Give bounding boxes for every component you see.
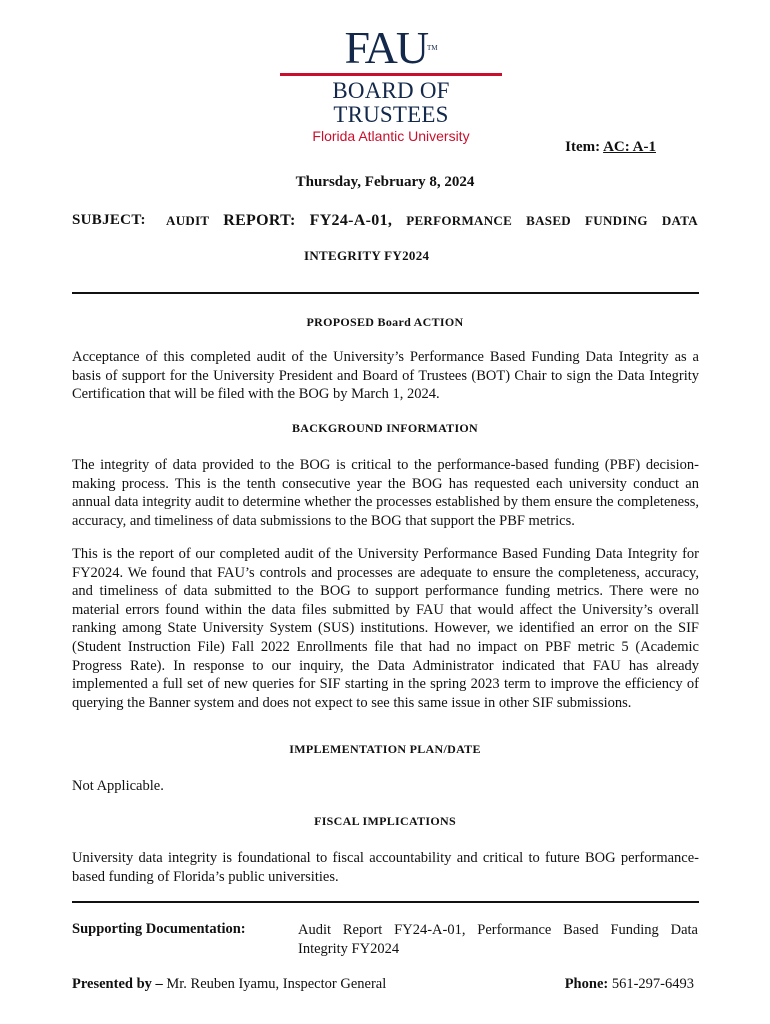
trademark-mark: TM	[427, 44, 438, 52]
item-reference	[565, 139, 656, 156]
university-name: Florida Atlantic University	[312, 128, 470, 144]
proposed-action-text: Acceptance of this completed audit of the University’s Performance Based Funding Data Integrity as a basis of support for the University President and Board of Trustees (BOT) Chair to sign the Data Integrity Certification that will be filed with the BOG by March 1, 2024.	[72, 349, 699, 403]
background-paragraph-2: This is the report of our completed audit of the University Performance Based Funding Data Integrity for FY2024. We found that FAU’s controls and processes are adequate to ensure the completeness, accuracy, and timeliness of data submitted to the BOG to support performance funding metrics. There were no material errors found within the data files submitted by FAU that would affect the University’s overall ranking among State University System (SUS) institutions. However, we identified an error on the SIF (Student Instruction File) Fall 2022 Enrollments file that had no impact on PBF metric 5 (Academic Progress Rate). In response to our inquiry, the Data Administrator indicated that FAU has already implemented a full set of new queries for SIF starting in the spring 2023 term to improve the efficiency of querying the Banner system and does not expect to see this same issue in other SIF submissions.	[72, 546, 699, 711]
fiscal-text: University data integrity is foundational to fiscal accountability and critical to future BOG performance-based funding of Florida’s public universities.	[72, 850, 699, 885]
presented-by-label: Presented by –	[72, 976, 163, 992]
board-of-trustees-title: BOARD OF TRUSTEES	[332, 78, 450, 127]
presented-by	[72, 976, 386, 993]
implementation-heading: IMPLEMENTATION PLAN/DATE	[289, 742, 481, 756]
divider-bottom	[72, 901, 699, 903]
meeting-date: Thursday, February 8, 2024	[295, 174, 475, 190]
phone	[565, 976, 694, 993]
item-value: AC: A-1	[603, 139, 656, 155]
logo-red-rule	[280, 73, 502, 76]
subject-line-1: AUDIT REPORT: FY24-A-01, PERFORMANCE BASED FUNDING DATA	[166, 212, 698, 229]
proposed-action-heading: PROPOSED Board ACTION	[306, 315, 464, 329]
subject-label: SUBJECT:	[72, 212, 146, 228]
presenter-name: Mr. Reuben Iyamu, Inspector General	[162, 976, 387, 992]
implementation-text: Not Applicable.	[72, 778, 164, 794]
supporting-documentation-value: Audit Report FY24-A-01, Performance Based Funding Data Integrity FY2024	[298, 922, 698, 957]
background-heading: BACKGROUND INFORMATION	[291, 421, 479, 435]
supporting-documentation-label: Supporting Documentation:	[72, 921, 246, 937]
phone-number: 561-297-6493	[608, 976, 694, 992]
phone-label: Phone:	[564, 976, 609, 992]
fau-logo	[278, 22, 504, 145]
divider-top	[72, 292, 699, 294]
subject-line-2: INTEGRITY FY2024	[304, 248, 430, 263]
item-label: Item:	[565, 139, 601, 155]
fau-wordmark: FAU™	[344, 22, 438, 73]
fiscal-heading: FISCAL IMPLICATIONS	[314, 814, 456, 828]
background-paragraph-1: The integrity of data provided to the BOG is critical to the performance-based funding (PBF) decision-making process. This is the tenth consecutive year the BOG has requested each university conduct an annual data integrity audit to determine whether the processes established by them ensure the completeness, accuracy, and timeliness of data submissions to the BOG that support the PBF metrics.	[72, 457, 699, 529]
